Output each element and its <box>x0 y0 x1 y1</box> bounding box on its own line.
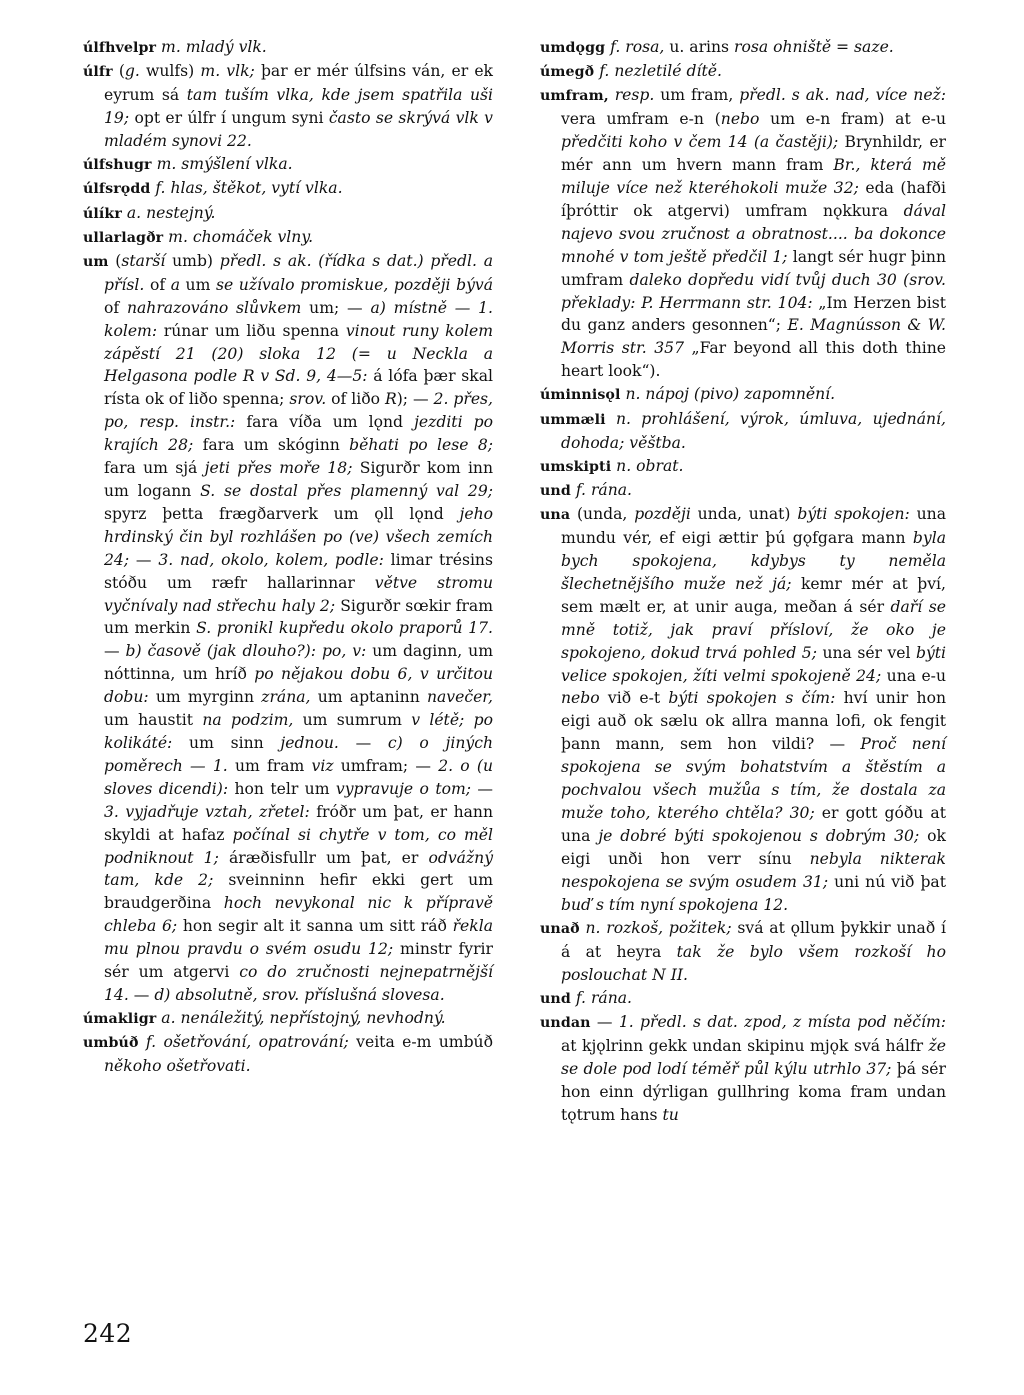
entry-headword: unað <box>540 920 580 937</box>
page-number: 242 <box>83 1319 133 1348</box>
dictionary-entry <box>540 479 946 503</box>
right-column <box>540 36 946 1127</box>
entry-definition: n. prohlášení, výrok, úmluva, ujednání, dohoda; věštba. <box>561 409 946 452</box>
entry-headword: und <box>540 483 571 499</box>
dictionary-entry <box>540 60 946 84</box>
entry-definition: m. mladý vlk. <box>161 38 267 56</box>
entry-definition: resp. um fram, předl. s ak. nad, více než: vera umfram e-n (nebo um e-n fram) at e-u předčiti koho v čem 14 (a častěji); Brynhildr, er mér ann um hvern mann fram Br., která mě miluje více než kteréhokoli muže 32; eda (hafði íþróttir ok atgervi) umfram nǫkkura dával najevo svou zručnost a obratnost.... ba dokonce mnohé v tom ještě předčil 1; langt sér hugr þinn umfram daleko dopředu vidí tvůj duch 30 (srov. překlady: P. Herrmann str. 104: „Im Herzen bist du ganz anders gesonnen“; E. Magnússon & W. Morris str. 357 „Far beyond all this doth thine heart look“). <box>561 86 947 381</box>
entry-definition: a. nestejný. <box>126 203 216 222</box>
entry-definition: f. rána. <box>575 988 633 1007</box>
entry-headword: úminnisǫl <box>540 387 621 404</box>
entry-headword: umbúð <box>83 1035 139 1052</box>
entry-headword: úlfr <box>83 64 113 81</box>
dictionary-entry <box>83 60 493 153</box>
dictionary-entry <box>83 153 493 177</box>
entry-headword: una <box>540 507 571 524</box>
entry-definition: n. rozkoš, požitek; svá at ǫllum þykkir unað í á at heyra tak že bylo všem rozkoší ho poslouchat N II. <box>561 918 947 984</box>
entry-definition: a. nenáležitý, nepřístojný, nevhodný. <box>161 1009 446 1028</box>
entry-definition: m. chomáček vlny. <box>168 227 314 246</box>
entry-headword: und <box>540 990 571 1007</box>
entry-definition: f. ošetřování, opatrování; veita e-m umbúð někoho ošetřovati. <box>104 1033 493 1076</box>
dictionary-entry <box>540 383 946 407</box>
dictionary-entry <box>83 177 493 201</box>
entry-headword: umskipti <box>540 458 612 475</box>
entry-definition: f. rosa, u. arins rosa ohniště = saze. <box>610 38 894 56</box>
dictionary-entry <box>540 455 946 479</box>
entry-headword: ullarlagðr <box>83 229 164 246</box>
entry-definition: m. smýšlení vlka. <box>156 155 293 174</box>
entry-headword: undan <box>540 1015 591 1032</box>
dictionary-entry <box>83 36 493 60</box>
entry-headword: úlfhvelpr <box>83 40 157 56</box>
entry-definition: (starší umb) předl. s ak. (řídka s dat.) předl. a přísl. of a um se užívalo promiskue, později bývá of nahrazováno slůvkem um; — a) místně — 1. kolem: rúnar um liðu spenna vinout runy kolem zápěstí 21 (20) sloka 12 (= u Neckla a Helgasona podle R v Sd. 9, 4—5: á lófa þær skal rísta ok of liðo spenna; srov. of liðo R); — 2. přes, po, resp. instr.: fara víða um lǫnd jezditi po krajích 28; fara um skóginn běhati po lese 8; fara um sjá jeti přes moře 18; Sigurðr kom inn um logann S. se dostal přes plamenný val 29; spyrz þetta frægðarverk um ǫll lǫnd jeho hrdinský čin byl rozhlášen po (ve) všech zemích 24; — 3. nad, okolo, kolem, podle: limar trésins stóðu um ræfr hallarinnar větve stromu vyčnívaly nad střechu haly 2; Sigurðr sœkir fram um merkin S. pronikl kupředu okolo praporů 17. — b) časově (jak dlouho?): po, v: um daginn, um nóttinna, um hríð po nějakou dobu 6, v určitou dobu: um myrginn zrána, um aptaninn navečer, um haustit na podzim, um sumrum v létě; po kolikáté: um sinn jednou. — c) o jiných poměrech — 1. um fram viz umfram; — 2. o (u sloves dicendi): hon telr um vypravuje o tom; — 3. vyjadřuje vztah, zřetel: fróðr um þat, er hann skyldi at hafaz počínal si chytře v tom, co měl podniknout 1; áræðisfullr um þat, er odvážný tam, kde 2; sveinninn hefir ekki gert um braudgerðina hoch nevykonal nic k přípravě chleba 6; hon segir alt it sanna um sitt ráð řekla mu plnou pravdu o svém osudu 12; minstr fyrir sér um atgervi co do zručnosti nejnepatrnější 14. — d) absolutně, srov. příslušná slovesa. <box>104 251 494 1004</box>
entry-headword: um <box>83 253 109 270</box>
entry-definition: f. hlas, štěkot, vytí vlka. <box>155 179 343 198</box>
entry-definition: f. nezletilé dítě. <box>599 62 722 81</box>
entry-definition: (g. wulfs) m. vlk; þar er mér úlfsins ván, er ek eyrum sá tam tuším vlka, kde jsem spatřila uši 19; opt er úlfr í ungum syni často se skrývá vlk v mladém synovi 22. <box>104 62 493 150</box>
entry-headword: úmakligr <box>83 1011 157 1028</box>
dictionary-entry <box>540 36 946 60</box>
entry-definition: n. obrat. <box>616 456 684 475</box>
dictionary-entry <box>83 250 493 1007</box>
dictionary-entry <box>83 1007 493 1031</box>
left-column <box>83 36 493 1078</box>
dictionary-entry <box>540 917 946 987</box>
entry-headword: úlfshugr <box>83 157 152 174</box>
entry-headword: ummæli <box>540 411 606 428</box>
dictionary-entry <box>83 202 493 226</box>
entry-definition: (unda, později unda, unat) býti spokojen: una mundu vér, ef eigi ættir þú gǫfgara mann byla bych spokojena, kdybys ty neměla šlechetnějšího muže než já; kemr mér at því, sem mælt er, at unir auga, meðan á sér daří se mně totiž, jak praví přísloví, že oko je spokojeno, dokud trvá pohled 5; una sér vel býti velice spokojen, žíti velmi spokojeně 24; una e-u nebo við e-t býti spokojen s čím: hví unir hon eigi auð ok sælu ok allra manna lofi, ok fengit þann mann, sem hon vildi? — Proč není spokojena se svým bohatstvím a štěstím a pochvalou všech mužůa s tím, že dostala za muže toho, kterého chtěla? 30; er gott góðu at una je dobré býti spokojenou s dobrým 30; ok eigi unði hon verr sínu nebyla nikterak nespokojena se svým osudem 31; uni nú við þat buď s tím nyní spokojena 12. <box>561 505 947 914</box>
dictionary-entry <box>540 503 946 916</box>
entry-headword: umdǫgg <box>540 40 606 56</box>
entry-definition: f. rána. <box>575 481 633 499</box>
dictionary-entry <box>540 408 946 455</box>
entry-headword: úlfsrǫdd <box>83 181 151 198</box>
dictionary-entry <box>83 1031 493 1078</box>
dictionary-entry <box>83 226 493 250</box>
entry-headword: úmegð <box>540 64 595 81</box>
entry-headword: umfram, <box>540 88 609 105</box>
entry-definition: n. nápoj (pivo) zapomnění. <box>625 385 836 404</box>
entry-definition: — 1. předl. s dat. zpod, z místa pod něčím: at kjǫlrinn gekk undan skipinu mjǫk svá hálfr že se dole pod lodí téměř půl kýlu utrhlo 37; þá sér hon einn dýrligan gullhring koma fram undan tǫtrum hans tu <box>561 1013 946 1124</box>
dictionary-entry <box>540 987 946 1011</box>
dictionary-entry <box>540 1011 946 1127</box>
dictionary-entry <box>540 84 946 383</box>
entry-headword: úlíkr <box>83 205 122 222</box>
